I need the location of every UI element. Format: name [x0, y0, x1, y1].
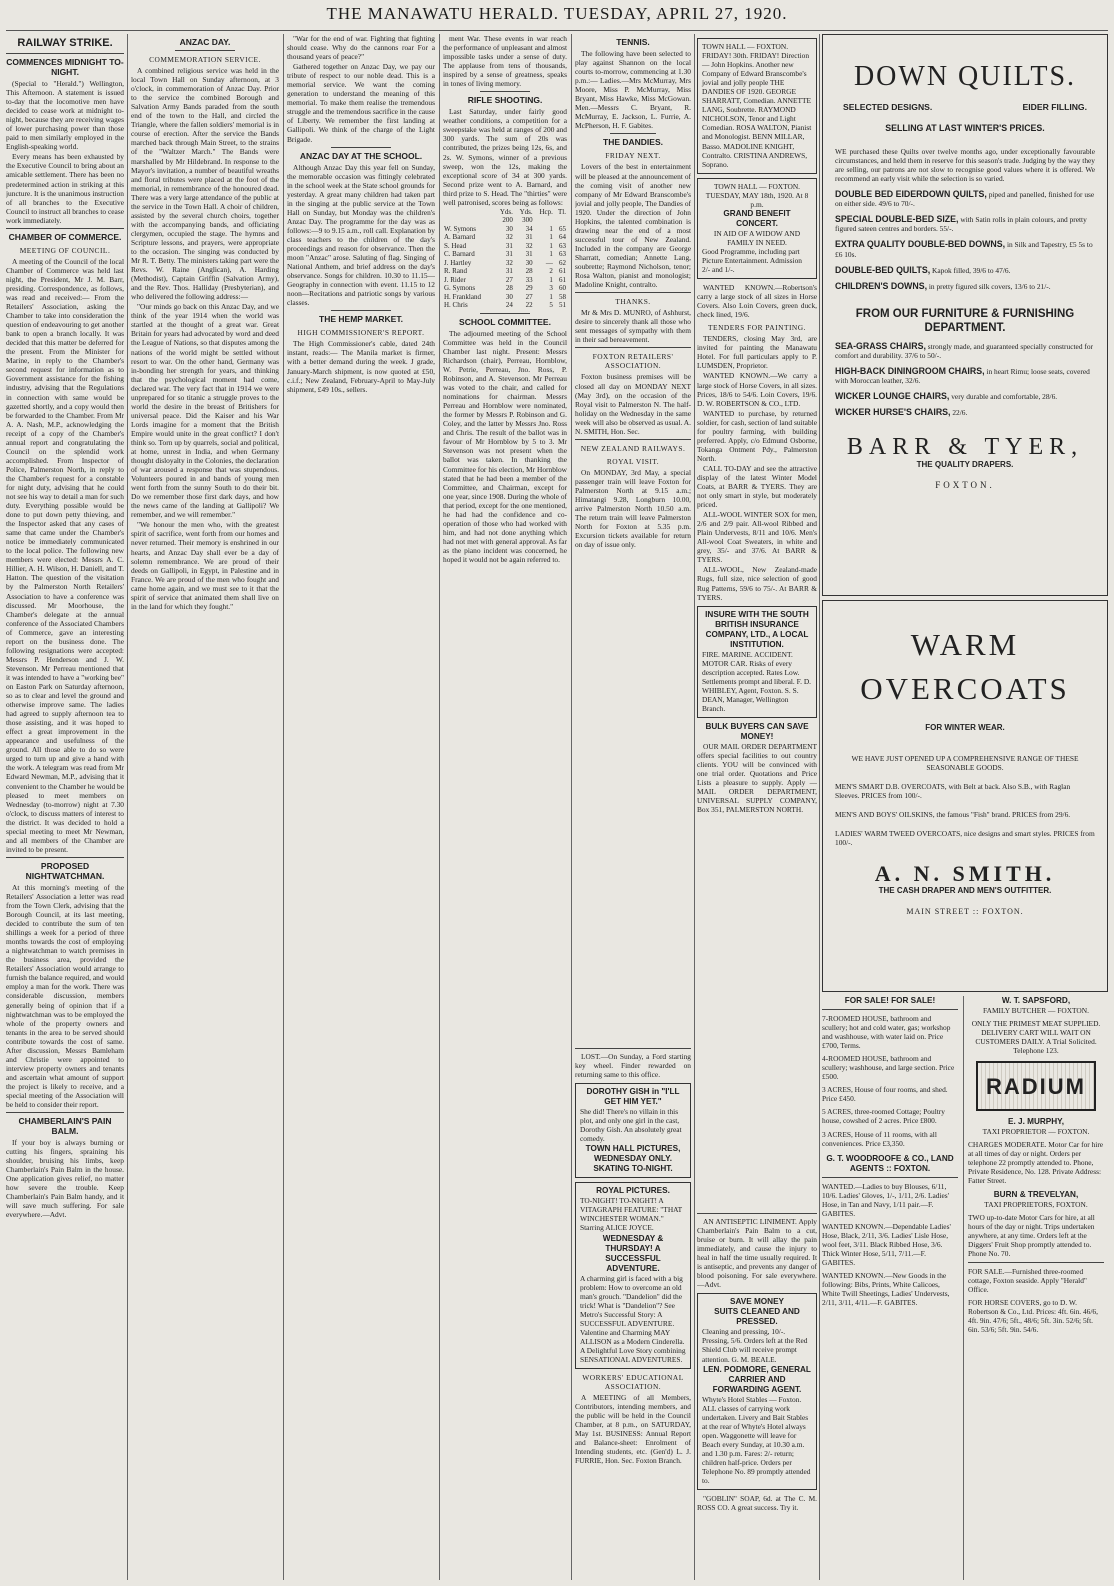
product-item: LADIES' WARM TWEED OVERCOATS, nice designs and smart styles. PRICES from 100/-.	[835, 829, 1095, 848]
article-paragraph: "War for the end of war. Fighting that fighting should cease. Why do the cannons roar For a thousand years of peace?"	[287, 34, 435, 62]
classified-paragraph: 3 ACRES, House of 11 rooms, with all conveniences. Price £3,350.	[822, 1129, 937, 1148]
classified-paragraph: OUR MAIL ORDER DEPARTMENT offers special facilities to out country clients. YOU will be convinced with one trial order. Quotations and Price Lists a pleasure to supply. Apply — MAIL ORDER DEPARTMENT, UNIVERSAL SUPPLY COMPANY, Box 351, PALMERSTON NORTH.	[697, 741, 817, 815]
table-cell: 61	[559, 267, 566, 276]
headline-anzac-day: ANZAC DAY.	[179, 37, 231, 47]
product-detail: strongly made, and guaranteed specially constructed for comfort and durability. 37/6 to 50/-.	[835, 341, 1093, 360]
headline-rifle-shooting: RIFLE SHOOTING.	[467, 95, 543, 106]
table-cell: 33	[525, 275, 533, 284]
advert-text: TOWN HALL — FOXTON. FRIDAY! 30th. FRIDAY! Direction — John Hopkins. Another new Company of Edward Branscombe's jovial and jolly people THE DANDIES OF 1920. GEORGE SHARRATT, Comedian. ANNETTE LANG, Soubrette. RAYMOND NICHOLSON, Tenor and Light Comedian. ROSA WALTON, Pianist and Monologist. BENN MILLAR, Basso. MADOLINE KNIGHT, Contralto. CRISTINA ANDREWS, Soprano.	[702, 42, 812, 169]
table-cell: 31	[505, 250, 513, 259]
table-cell: 1	[549, 292, 553, 301]
table-header-cell: Yds.	[519, 207, 533, 216]
advert-tagline: FOR WINTER WEAR.	[925, 723, 1005, 732]
headline-chamber-of-commerce: CHAMBER OF COMMERCE.	[8, 231, 122, 242]
advert-title: INSURE WITH THE SOUTH BRITISH INSURANCE COMPANY, LTD., A LOCAL INSTITUTION.	[705, 609, 809, 649]
advertiser-tagline: TAXI PROPRIETOR — FOXTON.	[982, 1127, 1090, 1137]
heading-thanks: THANKS.	[615, 297, 651, 307]
advert-subtitle: SELECTED DESIGNS.	[843, 102, 933, 112]
advert-venue: TOWN HALL — FOXTON.	[713, 181, 801, 191]
product-name: EXTRA QUALITY DOUBLE-BED DOWNS,	[835, 239, 1006, 250]
product-detail: Kapok filled, 39/6 to 47/6.	[932, 265, 1011, 275]
advert-title: SUITS CLEANED AND PRESSED.	[714, 1307, 800, 1327]
table-row	[443, 233, 567, 242]
subhead-commemoration-service: COMMEMORATION SERVICE.	[149, 55, 261, 64]
divider	[331, 147, 390, 148]
advert-department-heading: FROM OUR FURNITURE & FURNISHING DEPARTMENT.	[855, 307, 1075, 334]
product-item	[823, 240, 1107, 258]
table-cell: 63	[559, 241, 566, 250]
classified-left	[822, 996, 958, 1311]
table-cell: 63	[559, 250, 566, 259]
column-separator	[694, 34, 695, 1580]
divider	[822, 1009, 958, 1010]
advertiser-address: MAIN STREET :: FOXTON.	[906, 907, 1024, 917]
table-row	[443, 284, 567, 293]
subhead-friday-next: FRIDAY NEXT.	[605, 151, 661, 161]
table-cell: 58	[559, 292, 566, 301]
table-cell: 31	[525, 233, 533, 242]
product-item: MEN'S AND BOYS' OILSKINS, the famous "Fish" brand. PRICES from 29/6.	[835, 810, 1071, 820]
masthead-rule	[6, 30, 1108, 31]
heading-nz-railways: NEW ZEALAND RAILWAYS.	[580, 443, 686, 453]
product-name: WICKER LOUNGE CHAIRS,	[835, 390, 950, 401]
heading-tenders: TENDERS FOR PAINTING.	[708, 323, 806, 333]
product-detail: 22/6.	[952, 407, 968, 417]
classified-paragraph: 3 ACRES, House of four rooms, and shed. Price £450.	[822, 1085, 948, 1104]
divider	[175, 50, 234, 51]
divider	[575, 347, 691, 348]
advert-down-quilts	[822, 34, 1108, 596]
advertiser-name: BARR & TYER,	[846, 433, 1084, 460]
product-item	[823, 367, 1107, 385]
table-cell: S. Head	[444, 241, 467, 250]
article-paragraph: Gathered together on Anzac Day, we pay our tribute of respect to our noble dead. This is a memorial service. We want the coming generation to understand the meaning of this memorial. To make them realise the tremendous struggle and the tremendous sacrifice in the cause of Liberty. We remember the first landing at Gallipoli. We think of the charge of the Light Brigade.	[287, 62, 435, 144]
divider	[6, 1112, 124, 1113]
product-item	[823, 282, 1107, 291]
table-cell: 22	[525, 301, 533, 310]
product-name: CHILDREN'S DOWNS,	[835, 280, 928, 291]
advertiser-tagline: THE QUALITY DRAPERS.	[916, 459, 1014, 469]
subhead-high-commissioner: HIGH COMMISSIONER'S REPORT.	[297, 328, 425, 338]
advert-title: DOWN QUILTS.	[853, 61, 1077, 92]
table-row	[443, 293, 567, 302]
divider	[822, 1177, 958, 1178]
table-cell: 28	[525, 267, 533, 276]
table-row	[443, 225, 567, 234]
advert-title: FOR SALE! FOR SALE!	[844, 996, 936, 1005]
classified-paragraph: 7-ROOMED HOUSE, bathroom and scullery; hot and cold water, gas; workshop and washhouse, with water laid on. Price £700, Terms.	[822, 1014, 951, 1051]
advert-title: TOWN HALL PICTURES, WEDNESDAY ONLY.	[585, 1144, 681, 1164]
advertiser-tagline: TAXI PROPRIETORS, FOXTON.	[984, 1199, 1088, 1209]
classified-paragraph: FOR SALE.—Furnished three-roomed cottage, Foxton seaside. Apply "Herald" Office.	[968, 1266, 1087, 1294]
table-cell: 1	[549, 250, 553, 259]
table-header-cell: Yds.	[499, 207, 513, 216]
notice-paragraph: A MEETING of all Members, Contributors, intending members, and the public will be held in the Council Chamber, at 8 p.m., on SATURDAY, May 1st. BUSINESS: Annual Report and Balance-sheet: Enrolment of Intending students, etc. (Gen'd) L. J. FURRIE, Hon. Sec. Foxton Branch.	[575, 1393, 691, 1466]
subhead-commences-midnight: COMMENCES MIDNIGHT TO-NIGHT.	[6, 57, 124, 77]
advert-text: She did! There's no villain in this plot, and only one girl in the cast, Dorothy Gish. An absolutely great comedy.	[580, 1107, 682, 1144]
advert-text: TWO up-to-date Motor Cars for hire, at all hours of the day or night. Trips undertaken anywhere, at any time. Orders left at the Diggers' Fruit Shop promptly attended to. Phone No. 70.	[968, 1212, 1095, 1258]
table-row	[443, 242, 567, 251]
subhead-royal-visit: ROYAL VISIT.	[606, 456, 660, 466]
classified-paragraph: TENDERS, closing May 3rd, are invited for painting the Manawatu Hotel. For full particulars apply to P. LUMSDEN, Proprietor.	[697, 334, 817, 371]
table-cell: 31	[505, 241, 513, 250]
table-cell: 31	[525, 250, 533, 259]
headline-pain-balm: CHAMBERLAIN'S PAIN BALM.	[18, 1116, 112, 1137]
column-1	[6, 34, 124, 1580]
article-paragraph: The adjourned meeting of the School Committee was held in the Council Chamber last night. Present: Messrs Richardson (chair), Perreau, Hornblow, W. Petrie, Perreau, Jno. Ross, P. Robinson, and A. Stevenson. Mr Perreau was voted to the chair, and called for nominations for chairman. Messrs Perreau and Hornblow were nominated, the former by Messrs P. Robinson and G. Coley, and the latter by Messrs Jno. Ross and Chris. The result of the ballot was in favour of Mr Hornblow by 5 to 3. Mr Stevenson was not present when the ballot was taken. In thanking the Committee for his election, Mr Hornblow stated that he had been a member of the Committee, and Chairman, except for one year, since 1908. During the whole of that period, except for the one mentioned, he had had the confidence and co-operation of those who had worked with him, and had not done anything which had not met with general approval. As far as the piano incident was concerned, he hoped it would not be again referred to.	[443, 328, 567, 564]
article-paragraph: If your boy is always burning or cutting his fingers, spraining his shoulder, bruising his limbs, keep Chamberlain's Pain Balm in the house. One application gives relief, no matter how severe the trouble. Keep Chamberlain's Pain Balm handy, and it will save much suffering. For sale everywhere.—Advt.	[6, 1138, 124, 1220]
table-header-cell	[443, 216, 494, 225]
divider	[697, 1213, 817, 1214]
table-cell: A. Barnard	[444, 233, 476, 242]
table-cell: 30	[505, 292, 513, 301]
advertiser-tagline: THE CASH DRAPER AND MEN'S OUTFITTER.	[878, 886, 1052, 896]
classified-paragraph: 5 ACRES, three-roomed Cottage; Poultry house, cowshed of 2 acres. Price £800.	[822, 1107, 945, 1126]
classified-paragraph: WANTED KNOWN.—We carry a large stock of Horse Covers, in all sizes. Prices, 18/6 to 54/6. Loin Covers, 19/6. D. W. ROBERTSON & CO., LTD.	[697, 371, 817, 408]
advert-dorothy-gish	[575, 1083, 691, 1178]
classified-paragraph: AN ANTISEPTIC LINIMENT. Apply Chamberlain's Pain Balm to a cut, bruise or burn. It will allay the pain immediately, and cause the injury to heal in half the time usually required. It is antiseptic, and prevents any danger of blood poisoning. For sale everywhere.—Advt.	[697, 1217, 817, 1290]
column-7	[575, 1045, 691, 1580]
article-paragraph: The High Commissioner's cable, dated 24th instant, reads:— The Manila market is firmer, with a better demand during the week. J grade, January-March shipment, is now quoted at £50, c.i.f.; New Zealand, February-April to May-July shipment, £49 10s., sellers.	[287, 339, 435, 394]
advert-title: GRAND BENEFIT CONCERT.	[723, 208, 791, 228]
table-cell: 1	[549, 224, 553, 233]
heading-workers-association: WORKERS' EDUCATIONAL ASSOCIATION.	[582, 1372, 684, 1392]
table-header-cell: Hcp.	[539, 207, 553, 216]
classified-paragraph: CALL TO-DAY and see the attractive display of the latest Winter Model Coats, at BARR & TYERS. They are not only smart in style, but moderately priced.	[697, 463, 817, 510]
radium-advert-image	[976, 1061, 1096, 1111]
column-separator	[283, 34, 284, 1580]
product-item	[823, 392, 1107, 401]
advert-title: BULK BUYERS CAN SAVE MONEY!	[705, 721, 809, 741]
product-item: MEN'S SMART D.B. OVERCOATS, with Belt at back. Also S.B., with Raglan Sleeves. PRICES from 100/-.	[835, 782, 1071, 801]
article-paragraph: "We honour the men who, with the greatest spirit of sacrifice, went forth from our homes and never returned. Their memory is enshrined in our hearts, and Anzac Day shall ever be a day of solemn remembrance. We are proud of their deeds on Gallipoli, in Egypt, in Palestine and in France. We are proud of the men who fought and came home again, and we must see to it that the spirit of service that animated them shall live on in the land for which they fought."	[131, 520, 279, 611]
table-cell: C. Barnard	[444, 250, 475, 259]
table-cell: 32	[505, 233, 513, 242]
article-paragraph: "Our minds go back on this Anzac Day, and we think of the year 1914 when the world was startled at the thought of a great war. Great Britain for years had advocated by word and deed the League of Nations, so that disputes among the nations of the world might be settled without resort to war. On the other hand, Germany was in-bonding her strength for years, and thinking that the psychological moment had come, declared war. The very fact that in 1914 we were unprepared for so titanic a struggle proves to the world the desire in the breast of Britishers for universal peace. Did the Kaiser and his War Lords imagine for a moment that the British Empire would unite in the great conflict? I don't think so. Torn up by quarrels, social and political, at home, unrest in India, and when Germany thought disloyalty in the Colonies, the declaration of war aroused a response that was stupendous. Volunteers poured in and bands of young men went forth from the sunny South to do their bit. Do we remember those first dark days, and how the news came of the landing at Gallipoli? We remember, and we will remember."	[131, 302, 279, 520]
table-cell: 28	[505, 284, 513, 293]
advert-date: TUESDAY, MAY 18th, 1920. At 8 p.m.	[705, 190, 809, 209]
headline-tennis: TENNIS.	[616, 37, 650, 47]
table-cell: 1	[549, 233, 553, 242]
table-cell: W. Symons	[444, 224, 477, 233]
radium-logo: RADIUM	[986, 1073, 1086, 1099]
divider	[480, 313, 530, 314]
article-paragraph: A combined religious service was held in the local Town Hall on Sunday afternoon, at 3 o'clock, in commemoration of Anzac Day. Prior to the service the combined Borough and Salvation Army Bands paraded from the south end of the town to the Hall, and circled the Triangle, where the fallen soldiers' memorial is in course of erection. After the service the Bands marched back through Main Street, to the strains of the "Waltzer March." The Bands were marshalled by Mr Hildebrand. In response to the Mayor's invitation, a number of beautiful wreaths and floral tributes were placed at the foot of the memorial, in remembrance of the honoured dead. There was a very large attendance of the public at the service in the Town Hall. A choir of children, assisted by the several church choirs, together with the accompanying bands, and officiating clergymen, occupied the stage. The hymns and Scripture lessons, and prayers, were appropriate to the occasion. The singing was conducted by Mr R. T. Betty. The ministers taking part were the Revs. W. Raine (Anglican), A. Harding (Methodist), Captain Griffin (Salvation Army), and the Rev. Thos. Halliday (Presbyterian), and who delivered the following address:—	[131, 66, 279, 302]
notice-paragraph: Foxton business premises will be closed all day on MONDAY NEXT (May 3rd), on the occasion of the Royal visit to Palmerston N. The half-holiday on the Wednesday in the same week will also be observed as usual. A. N. SMITH, Hon. Sec.	[575, 372, 691, 436]
divider	[480, 91, 530, 92]
classified-right	[968, 996, 1104, 1338]
table-header-row	[443, 208, 567, 217]
column-3	[287, 34, 435, 1580]
table-cell: 31	[505, 267, 513, 276]
advert-column	[822, 34, 1108, 1580]
product-item	[823, 266, 1107, 275]
table-cell: 64	[559, 233, 566, 242]
table-cell: H. Frankland	[444, 292, 481, 301]
table-cell: J. Rider	[444, 275, 466, 284]
advert-text: Whyte's Hotel Stables — Foxton. ALL classes of carrying work undertaken. Livery and Bait Stables at the rear of Whyte's Hotel always open. Waggonette will leave for Beach every Sunday, at 10.30 a.m. and 1.30 p.m. Fares: 2/- return; children half-price. Orders per Telephone No. 89 promptly attended to.	[702, 1394, 811, 1485]
advert-warm-overcoats	[822, 600, 1108, 992]
advert-save-money	[697, 1293, 817, 1490]
classified-paragraph: WANTED KNOWN.—New Goods in the following: Bibs, Prints, White Calicoes, White Twill Sheetings, Ladies' Undervests, 2/11, 3/11, 4/11.—F. GABITES.	[822, 1271, 950, 1308]
table-cell: 34	[525, 224, 533, 233]
product-item	[823, 215, 1107, 233]
advertiser-name: BURN & TREVELYAN,	[993, 1189, 1079, 1199]
column-8	[697, 1210, 817, 1580]
advert-text: FIRE. MARINE. ACCIDENT. MOTOR CAR. Risks of every description accepted. Rates Low. Settlements prompt and liberal. F. D. WHIBLEY, Agent, Foxton. S. S. DEAN, Manager, Wellington Branch.	[702, 649, 812, 713]
advert-text: ONLY THE PRIMEST MEAT SUPPLIED. DELIVERY CART WILL WAIT ON CUSTOMERS DAILY. A Trial Solicited. Telephone 123.	[971, 1019, 1101, 1056]
headline-hemp-market: THE HEMP MARKET.	[319, 314, 403, 325]
advert-subtitle: IN AID OF A WIDOW AND FAMILY IN NEED.	[713, 228, 801, 247]
advert-benefit-concert	[697, 178, 817, 279]
product-name: DOUBLE-BED QUILTS,	[835, 264, 931, 275]
table-cell: 30	[525, 258, 533, 267]
advert-text: CHARGES MODERATE. Motor Car for hire at all times of day or night. Orders per telephone 22 promptly attended to. Phone, Private Residence, No. 128. Private Address: Fatter Street.	[968, 1140, 1104, 1186]
product-detail: piped and panelled, finished for use on either side. 49/6 to 70/-.	[835, 190, 1095, 209]
advert-tagline: SELLING AT LAST WINTER'S PRICES.	[885, 123, 1045, 134]
advert-title: WEDNESDAY & THURSDAY! A SUCCESSFUL ADVENTURE.	[602, 1233, 664, 1273]
classified-paragraph: LOST.—On Sunday, a Ford starting key wheel. Finder rewarded on returning same to this office.	[575, 1052, 691, 1080]
table-cell: —	[545, 258, 553, 267]
table-header-cell	[554, 216, 567, 225]
advert-text: A charming girl is faced with a big problem: How to overcome an old man's grouch. "Dandelion" did the trick! What is "Dandelion"? See Metro's Successful Story: A SUCCESSFUL ADVENTURE. Valentine and Charming MAY ALLISON as a Modern Cinderella. A Delightful Love Story combining SENSATIONAL ADVENTURES.	[580, 1273, 686, 1364]
divider	[968, 1262, 1104, 1263]
headline-the-dandies: THE DANDIES.	[603, 137, 663, 148]
product-name: HIGH-BACK DININGROOM CHAIRS,	[835, 365, 985, 376]
product-detail: in Silk and Tapestry, £5 5s to £6 10s.	[835, 240, 1093, 259]
product-item	[823, 190, 1107, 208]
table-cell: 1	[549, 275, 553, 284]
table-row	[443, 267, 567, 276]
advert-title: LEN. PODMORE, GENERAL CARRIER AND FORWARDING AGENT.	[703, 1364, 811, 1394]
article-paragraph: The following have been selected to play against Shannon on the local courts to-morrow, commencing at 1.30 p.m.:— Ladies.—Mrs McMurray, Mrs Moore, Miss P. McMurray, Miss Bryant, Miss Hawke, Miss McGowan. Men.—Messrs C. Bryant, R. McMurray, E. Jackson, L. Furrie, A. McPherson, H. F. Gabites.	[575, 49, 691, 131]
column-separator	[819, 34, 820, 1580]
column-2	[131, 34, 279, 1580]
advertiser-town: FOXTON.	[935, 480, 995, 491]
article-paragraph: (Special to "Herald.") Wellington, This Afternoon. A statement is issued to-day that the locomotive men have decided to cease work at midnight to-night, because they are receiving wages of lower purchasing power than those paid to men similarly employed in the English-speaking world.	[6, 79, 124, 152]
advert-text: TO-NIGHT! TO-NIGHT! A VITAGRAPH FEATURE: "THAT WINCHESTER WOMAN." Starring ALICE JOYCE.	[580, 1196, 683, 1233]
table-cell: 27	[505, 275, 513, 284]
classified-paragraph: "GOBLIN" SOAP, 6d. at The C. M. ROSS CO. A great success. Try it.	[697, 1494, 817, 1513]
table-cell: 1	[549, 241, 553, 250]
article-paragraph: A meeting of the Council of the local Chamber of Commerce was held last night, the President, Mr J. M. Barr, presiding. Correspondence, as follows, was read and received:— From the Retailers' Association, asking the Chamber to take into consideration the question of endeavouring to get another bank to open a branch locally. It was decided that this matter be deferred for the present. From the Minister for Marine, in reply to the Chamber's second request for information as to Government assistance for the fishing industry, advising that the Regulations in connection with same would be gazetted shortly, and a copy would then be forwarded to the Chamber. From Mr A. A. Nash, M.P., acknowledging the receipt of a copy of the Chamber's annual report and congratulating the Council on the splendid work accomplished. From Inspector of Police, Palmerston North, in reply to the Chamber's request for a constable for night duty, advising that he could not see his way to detail a man for such duty. Everything possible would be done to put down petty thieving, and the Inspector asked that any cases of same that came under the Chamber's notice be immediately communicated to the local police. The following new members were elected: Messrs A. C. Hillier, A. H. Wilson, H. Daniell, and T. Hatton. The question of the visitation by the Palmerston North Retailers' Association to have a conference was discussed. Mr Moorhouse, the Chamber's delegate at the annual conference of the Associated Chambers of Commerce, gave an interesting report on the business done. The following resignations were accepted: Messrs P. Henderson and J. W. Stevenson. Mr Perreau mentioned that it was intended to have a "working bee" on Easton Park on Saturday afternoon, so as to clear and level the ground and otherwise improve same. The ladies had agreed to supply afternoon tea to those assisting, and it was hoped to effect a great improvement in the appearance and usefulness of the ground. All those able to do so were urged to turn up and give a hand with the work. A telegram was read from Mr Edward Newman, M.P., advising that it convenient to the Chamber he would be pleased to meet members on Wednesday (to-morrow) night at 7.30 o'clock, to discuss matters of interest to the district. It was decided to hold a special meeting to meet Mr Newman, and all members of the Chamber are invited to be present.	[6, 256, 124, 854]
advertiser-name: A. N. SMITH.	[874, 861, 1056, 887]
table-cell: H. Chris	[444, 301, 468, 310]
product-detail: very durable and comfortable, 28/6.	[951, 391, 1058, 401]
advertiser-name: E. J. MURPHY,	[1008, 1117, 1064, 1127]
headline-proposed-nightwatchman: PROPOSED NIGHTWATCHMAN.	[25, 860, 105, 881]
advert-dandies	[697, 38, 817, 174]
table-cell: R. Rand	[444, 267, 467, 276]
product-name: SPECIAL DOUBLE-BED SIZE,	[835, 214, 959, 225]
classified-paragraph: WANTED KNOWN.—Robertson's carry a large stock of all sizes in Horse Covers. Also Loin Covers, green duck, check lined, 19/6.	[697, 283, 817, 320]
masthead: THE MANAWATU HERALD. TUESDAY, APRIL 27, 1920.	[326, 4, 788, 23]
advert-title: ROYAL PICTURES.	[596, 1186, 670, 1196]
advertiser-name: G. T. WOODROOFE & CO., LAND AGENTS :: FOXTON.	[826, 1153, 954, 1173]
advert-subtitles	[823, 103, 1107, 112]
table-row	[443, 250, 567, 259]
table-header-row	[443, 216, 567, 225]
table-cell: 5	[549, 301, 553, 310]
notice-paragraph: On MONDAY, 3rd May, a special passenger train will leave Foxton for Palmerston North at 9.15 a.m.; Himatangi 9.28, Longburn 10.00, arrive Palmerston North 10.50 a.m. The return train will leave Palmerston North for Foxton at 5.35 p.m. Excursion tickets available for return on day of issue only.	[575, 467, 691, 550]
advert-title: SKATING TO-NIGHT.	[593, 1164, 673, 1174]
divider	[575, 439, 691, 440]
table-header-cell	[534, 216, 554, 225]
table-cell: 32	[505, 258, 513, 267]
column-separator	[127, 34, 128, 1580]
table-row	[443, 259, 567, 268]
table-header-cell	[443, 208, 494, 217]
table-cell: 24	[505, 301, 513, 310]
headline-anzac-day-at-school: ANZAC DAY AT THE SCHOOL.	[299, 150, 423, 161]
table-cell: 51	[559, 301, 566, 310]
product-item	[823, 342, 1107, 360]
advert-text: Good Programme, including part Picture Entertainment. Admission 2/- and 1/-.	[702, 246, 802, 274]
advert-title: SAVE MONEY	[730, 1297, 784, 1307]
table-cell: 2	[549, 267, 553, 276]
advert-insurance	[697, 606, 817, 718]
headline-school-committee: SCHOOL COMMITTEE.	[459, 316, 551, 327]
column-separator	[963, 996, 964, 1580]
heading-retailers-association: FOXTON RETAILERS' ASSOCIATION.	[592, 352, 674, 371]
divider	[6, 228, 124, 229]
table-header-cell: 300	[522, 216, 533, 225]
advert-text: Cleaning and pressing, 10/-. Pressing, 5/6. Orders left at the Red Shield Club will receive prompt attention. G. M. BEALE.	[702, 1327, 808, 1364]
table-cell: 60	[559, 284, 566, 293]
column-separator	[571, 34, 572, 1580]
article-paragraph: Every means has been exhausted by the Executive Council to bring about an amicable settlement. There has been no predetermined action in striking at this juncture. It is the unanimous instruction of all branches to the Executive Council to instruct all branches to cease work immediately.	[6, 152, 124, 225]
article-paragraph: At this morning's meeting of the Retailers' Association a letter was read from the Town Clerk, advising that the Borough Council, at its last meeting, decided to contribute the sum of ten shillings a week for a period of three months towards the cost of employing a nightwatchman to watch premises in the business area, provided the Retailers' Association would arrange to furnish the balance required, and would employ a man for the work. There was considerable discussion, members generally being of opinion that if a nightwatchman was to be employed the whole of the property owners and tenants in the area to be served should contribute towards the cost of same. After discussion, Messrs Bamleham and Christie were appointed to interview property owners and tenants and ascertain what amount of support the project is likely to receive, and a special meeting of the Association will be held to consider their report.	[6, 882, 124, 1110]
product-detail: in pretty figured silk covers, 13/6 to 21/-.	[928, 281, 1051, 291]
advert-body: WE purchased these Quilts over twelve months ago, under exceptionally favourable circumstances, and held them in reserve for this season's trade. Judging by the way they are selling, our patrons are not slow to recognise good values where it is offered. We recommend an early visit while the selection is so varied.	[835, 147, 1095, 184]
classified-paragraph: WANTED KNOWN.—Dependable Ladies' Hose, Black, 2/11, 3/6. Ladies' Lisle Hose, wool feet, 3/11. Black Ribbed Hose, 3/6. Thick Winter Hose, 5/11, 7/11.—F. GABITES.	[822, 1221, 951, 1267]
article-paragraph: ment War. These events in war reach the performance of unpleasant and almost impossible tasks under a sense of duty. The applause from tens of thousands, inspired by a sense of greatness, speaks in tones of living memory.	[443, 34, 567, 89]
product-detail: with Satin rolls in plain colours, and pretty figured sateen centres and borders. 55/-.	[835, 215, 1087, 234]
notice-paragraph: Mr & Mrs D. MUNRO, of Ashhurst, desire to sincerely thank all those who sent messages of sympathy with them in their sad bereavement.	[575, 308, 691, 345]
classified-paragraph: 4-ROOMED HOUSE, bathroom and scullery; washhouse, and large section. Price £500.	[822, 1054, 955, 1082]
article-paragraph: Although Anzac Day this year fell on Sunday, the memorable occasion was fittingly celebrated in the school week at the State school grounds for yesterday. A great many children had taken part in the singing at the public service at the Town Hall on Sunday, but Monday was the children's Anzac Day. The programme for the day was as follows:—9 to 9.15 a.m., roll call. Explanation by class teachers to the children of the day's proceedings and reason for observance. Then the moon "Anzac" arose. Saluting of flag. Singing of National Anthem, and brief address on the day's observance. Songs for children. 10.30 to 11.15—Geography in connection with event. 11.15 to 12 noon—Recitations and patriotic songs by various classes.	[287, 162, 435, 308]
table-header-cell: Tl.	[558, 207, 566, 216]
product-name: WICKER HURSE'S CHAIRS,	[835, 406, 951, 417]
table-cell: J. Hartley	[444, 258, 472, 267]
classified-paragraph: FOR HORSE COVERS, go to D. W. Robertson & Co., Ltd. Prices: 4ft. 6in. 46/6, 4ft. 9in. 47/6; 5ft., 48/6; 5ft. 3in. 52/6; 5ft. 6in. 53/6; 5ft. 9in. 54/6.	[968, 1297, 1098, 1335]
divider	[575, 1048, 691, 1049]
table-cell: 61	[559, 275, 566, 284]
advertiser-tagline: FAMILY BUTCHER — FOXTON.	[983, 1006, 1089, 1015]
product-item	[823, 408, 1107, 417]
table-cell: 3	[549, 284, 553, 293]
advert-title-line: WARM	[910, 627, 1020, 662]
advert-body: WE HAVE JUST OPENED UP A COMPREHENSIVE RANGE OF THESE SEASONABLE GOODS.	[851, 754, 1079, 773]
table-cell: 27	[525, 292, 533, 301]
article-paragraph: Lovers of the best in entertainment will be pleased at the announcement of the coming visit of another new company of Mr Edward Branscombe's jovial and jolly people, The Dandies of 1920. Under the direction of John Hopkins, the talented combination is drawing near the end of a most successful tour of New Zealand. Included in the company are George Sharratt, comedian; Annette Lang, soubrette; Raymond Nicholson, tenor; Rosa Walton, pianist and monologist; Madoline Knight, contralto.	[575, 162, 691, 290]
divider	[6, 53, 124, 54]
table-cell: G. Symons	[444, 284, 476, 293]
table-cell: 32	[525, 241, 533, 250]
classified-paragraph: ALL-WOOL WINTER SOX for men, 2/6 and 2/9 pair. All-wool Ribbed and Plain Undervests, 8/11 and 10/6. Men's All-wool Coat Sweaters, in white and grey, 35/- and 37/6. At BARR & TYERS.	[697, 510, 817, 565]
advert-title	[823, 623, 1107, 711]
divider	[331, 310, 390, 311]
article-paragraph: Last Saturday, under fairly good weather conditions, a competition for a sweepstake was held at ranges of 200 and 300 yards. The sum of 20s was contributed, the prizes being 12s, 6s, and 2s. W. Symons, winner of a previous sweep, won the 12s, making the exceptional score of 34 at 300 yards. Second prize went to A. Barnard, and third prize to S. Head. The "thirties" were well patronised, scores being as follows:	[443, 107, 567, 207]
classified-paragraph: WANTED.—Ladies to buy Blouses, 6/11, 10/6. Ladies' Gloves, 1/-, 1/11, 2/6. Ladies' Hose, in Tan and Navy, 1/11 pair.—F. GABITES.	[822, 1181, 949, 1218]
column-separator	[439, 34, 440, 1580]
table-header-cell: 200	[502, 216, 513, 225]
classified-paragraph: WANTED to purchase, by returned soldier, for cash, section of land suitable for poultry farming, with building preferred. Apply, c/o Edmund Osborne, Tokanga Ontment Pdy., Palmerston North.	[697, 408, 817, 463]
product-name: SEA-GRASS CHAIRS,	[835, 340, 926, 351]
advert-title-line: OVERCOATS	[860, 671, 1070, 706]
column-4	[443, 34, 567, 1580]
shooting-results-table	[443, 208, 567, 310]
table-row	[443, 276, 567, 285]
table-cell: 65	[559, 224, 566, 233]
product-detail: in heart Rimu; loose seats, covered with Moroccan leather, 32/6.	[835, 366, 1090, 385]
divider	[575, 292, 691, 293]
advert-title: DOROTHY GISH in "I'LL GET HIM YET."	[586, 1087, 680, 1107]
table-cell: 30	[505, 224, 513, 233]
headline-railway-strike: RAILWAY STRIKE.	[17, 37, 113, 49]
table-cell: 29	[525, 284, 533, 293]
table-cell: 62	[559, 258, 566, 267]
divider	[6, 857, 124, 858]
classified-paragraph: ALL-WOOL, New Zealand-made Rugs, full size, nice selection of good Rug Patterns, 59/6 to 75/-. At BARR & TYERS.	[697, 565, 817, 602]
advert-subtitle: EIDER FILLING.	[1022, 102, 1087, 112]
subhead-meeting-of-council: MEETING OF COUNCIL.	[19, 245, 111, 255]
advert-royal-pictures	[575, 1182, 691, 1369]
table-row	[443, 301, 567, 310]
divider	[610, 133, 656, 134]
advertiser-name: W. T. SAPSFORD,	[1001, 996, 1071, 1005]
product-name: DOUBLE BED EIDERDOWN QUILTS,	[835, 189, 987, 200]
